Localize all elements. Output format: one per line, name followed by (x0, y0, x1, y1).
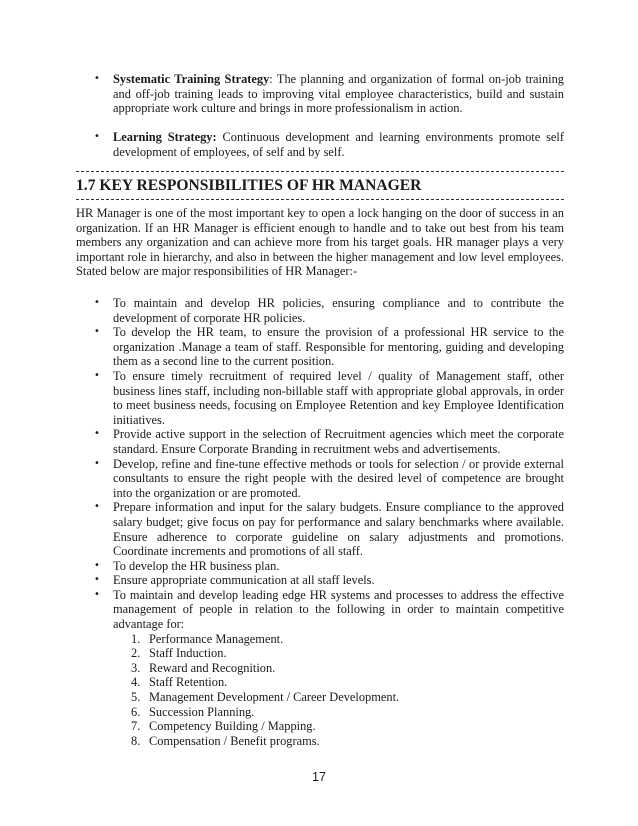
sub-item (131, 661, 564, 676)
sub-item (131, 646, 564, 661)
responsibility-item: • To develop the HR business plan. (76, 559, 564, 574)
page-number: 17 (312, 770, 326, 784)
sub-item (131, 705, 564, 720)
sub-item-text: Compensation / Benefit programs. (149, 733, 320, 748)
dashed-divider-top (76, 171, 564, 172)
responsibility-item: • To maintain and develop HR policies, ensuring compliance and to contribute the development of corporate HR policies. (76, 296, 564, 325)
bullet-term: Learning Strategy: (113, 130, 217, 145)
intro-bullet-list (76, 72, 564, 160)
sub-item-number: 7. (131, 719, 141, 734)
responsibility-item: • Develop, refine and fine-tune effective methods or tools for selection / or provide external consultants to ensure the right people with the desired level of competence are brought into the organization or are promoted. (76, 457, 564, 501)
responsibilities-list (76, 296, 564, 748)
numbered-sublist (113, 632, 564, 749)
sub-item-number: 2. (131, 646, 141, 661)
responsibility-item: • Ensure appropriate communication at all staff levels. (76, 573, 564, 588)
sub-item-number: 5. (131, 690, 141, 705)
sub-item-text: Staff Retention. (149, 675, 228, 690)
responsibility-item (76, 588, 564, 749)
intro-paragraph: HR Manager is one of the most important key to open a lock hanging on the door of success in an organization. If an HR Manager is efficient enough to handle and to take out best from his team members any organization and can achieve more from his target goals. HR manager plays a very important role in hierarchy, and also in between the higher management and low level employees. Stated below are major responsibilities of HR Manager:- (76, 206, 564, 279)
sub-item-text: Competency Building / Mapping. (149, 719, 316, 734)
responsibility-text: To maintain and develop leading edge HR systems and processes to address the effective management of people in relation to the following in order to maintain competitive advantage for: (113, 587, 564, 632)
responsibility-item: • Prepare information and input for the salary budgets. Ensure compliance to the approved salary budget; give focus on pay for performance and salary benchmarks where available. Ensure adherence to corporate guideline on salary adjustments and promotions. Coordinate increments and promotions of all staff. (76, 500, 564, 558)
sub-item-text: Staff Induction. (149, 646, 227, 661)
sub-item-text: Succession Planning. (149, 704, 255, 719)
sub-item (131, 675, 564, 690)
sub-item-number: 4. (131, 675, 141, 690)
sub-item (131, 719, 564, 734)
bullet-learning-strategy (76, 130, 564, 159)
sub-item-number: 6. (131, 704, 141, 719)
bullet-systematic-training (76, 72, 564, 116)
sub-item (131, 632, 564, 647)
sub-item-number: 1. (131, 631, 141, 646)
section-heading: 1.7 KEY RESPONSIBILITIES OF HR MANAGER (76, 177, 422, 194)
responsibility-item: • To develop the HR team, to ensure the provision of a professional HR service to the organization .Manage a team of staff. Responsible for mentoring, guiding and developing them as a second line to the current position. (76, 325, 564, 369)
bullet-text: Continuous development and learning environments promote self development of employees, of self and by self. (113, 130, 564, 159)
term-separator: : (269, 72, 277, 86)
sub-item (131, 690, 564, 705)
sub-item-text: Management Development / Career Development. (149, 690, 400, 705)
sub-item-text: Performance Management. (149, 631, 284, 646)
sub-item-number: 8. (131, 733, 141, 748)
bullet-text: The planning and organization of formal on-job training and off-job training leads to improving vital employee characteristics, build and sustain appropriate work culture and brings in more professionalism in action. (113, 72, 564, 116)
sub-item-text: Reward and Recognition. (149, 660, 276, 675)
responsibility-item: • To ensure timely recruitment of required level / quality of Management staff, other business lines staff, including non-billable staff with appropriate global approvals, in order to meet business needs, focusing on Employee Retention and key Employee Identification initiatives. (76, 369, 564, 427)
bullet-term: Systematic Training Strategy (113, 72, 270, 86)
responsibility-item: • Provide active support in the selection of Recruitment agencies which meet the corporate standard. Ensure Corporate Branding in recruitment webs and advertisements. (76, 427, 564, 456)
sub-item-number: 3. (131, 660, 141, 675)
sub-item (131, 734, 564, 749)
dashed-divider-bottom (76, 199, 564, 200)
